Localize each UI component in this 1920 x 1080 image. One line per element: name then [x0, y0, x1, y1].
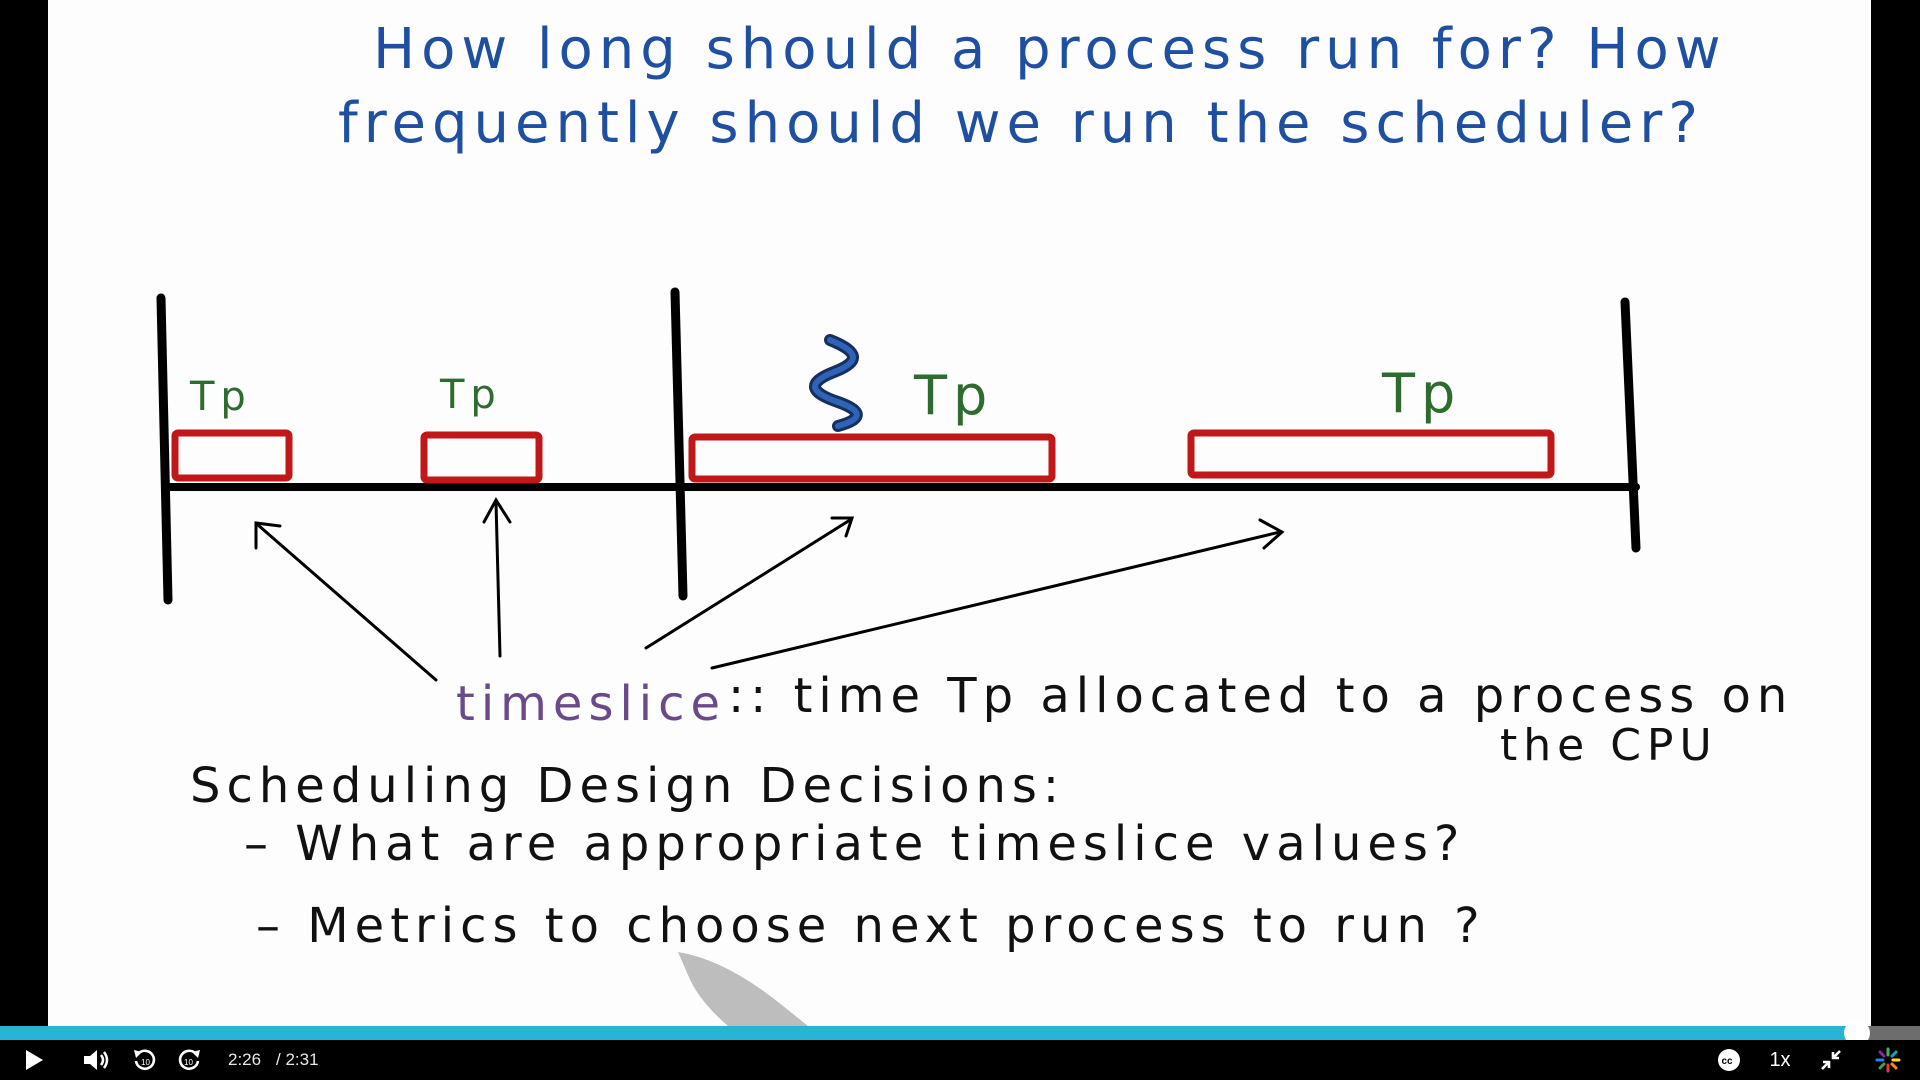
duration: / 2:31 — [276, 1050, 319, 1069]
whiteboard-slide — [48, 0, 1871, 1026]
design-heading: Scheduling Design Decisions: — [190, 758, 1066, 814]
captions-button[interactable] — [1714, 1040, 1744, 1080]
cc-icon — [1717, 1048, 1741, 1072]
timeslice-arrows — [256, 500, 1282, 680]
brand-logo-icon — [1875, 1047, 1901, 1073]
timeslice-term: timeslice — [456, 676, 727, 732]
brand-logo[interactable] — [1872, 1040, 1904, 1080]
timeline-divider — [1625, 302, 1636, 548]
volume-icon — [82, 1048, 110, 1072]
process-box — [175, 433, 289, 478]
timeline-divider — [161, 298, 168, 600]
tp-label: Tp — [440, 372, 502, 418]
exit-fullscreen-icon — [1819, 1048, 1843, 1072]
exit-fullscreen-button[interactable] — [1816, 1040, 1846, 1080]
timeline-divider — [675, 292, 683, 596]
slide-drawing — [48, 0, 1871, 1026]
seek-bar-progress — [0, 1026, 1857, 1040]
tp-label: Tp — [1382, 362, 1462, 425]
design-bullet: – Metrics to choose next process to run ? — [256, 898, 1486, 954]
player-controls — [0, 1040, 1920, 1080]
pen-shadow — [678, 952, 808, 1026]
play-button[interactable] — [18, 1040, 50, 1080]
design-bullet: – What are appropriate timeslice values? — [244, 816, 1466, 872]
current-time: 2:26 — [228, 1050, 262, 1069]
svg-text:10: 10 — [184, 1058, 193, 1067]
svg-text:10: 10 — [141, 1058, 150, 1067]
playback-rate-button[interactable] — [1762, 1040, 1798, 1080]
slide-title-line1: How long should a process run for? How — [373, 17, 1727, 82]
slide-title-line2: frequently should we run the scheduler? — [338, 91, 1705, 156]
playback-rate: 1x — [1769, 1048, 1791, 1071]
forward-10-button[interactable] — [172, 1040, 206, 1080]
tp-label: Tp — [914, 364, 994, 427]
svg-text:cc: cc — [1721, 1056, 1733, 1067]
process-box — [692, 437, 1052, 479]
process-box — [1191, 433, 1551, 475]
process-box — [424, 435, 539, 480]
seek-bar[interactable] — [0, 1026, 1920, 1040]
timeslice-definition: :: time Tp allocated to a process on — [728, 668, 1794, 724]
replay-10-button[interactable] — [128, 1040, 162, 1080]
timeslice-definition-cont: the CPU — [1500, 720, 1718, 771]
replay-10-icon — [132, 1047, 158, 1073]
forward-10-icon — [176, 1047, 202, 1073]
play-icon — [24, 1049, 44, 1071]
tp-label: Tp — [190, 374, 252, 420]
volume-button[interactable] — [78, 1040, 114, 1080]
